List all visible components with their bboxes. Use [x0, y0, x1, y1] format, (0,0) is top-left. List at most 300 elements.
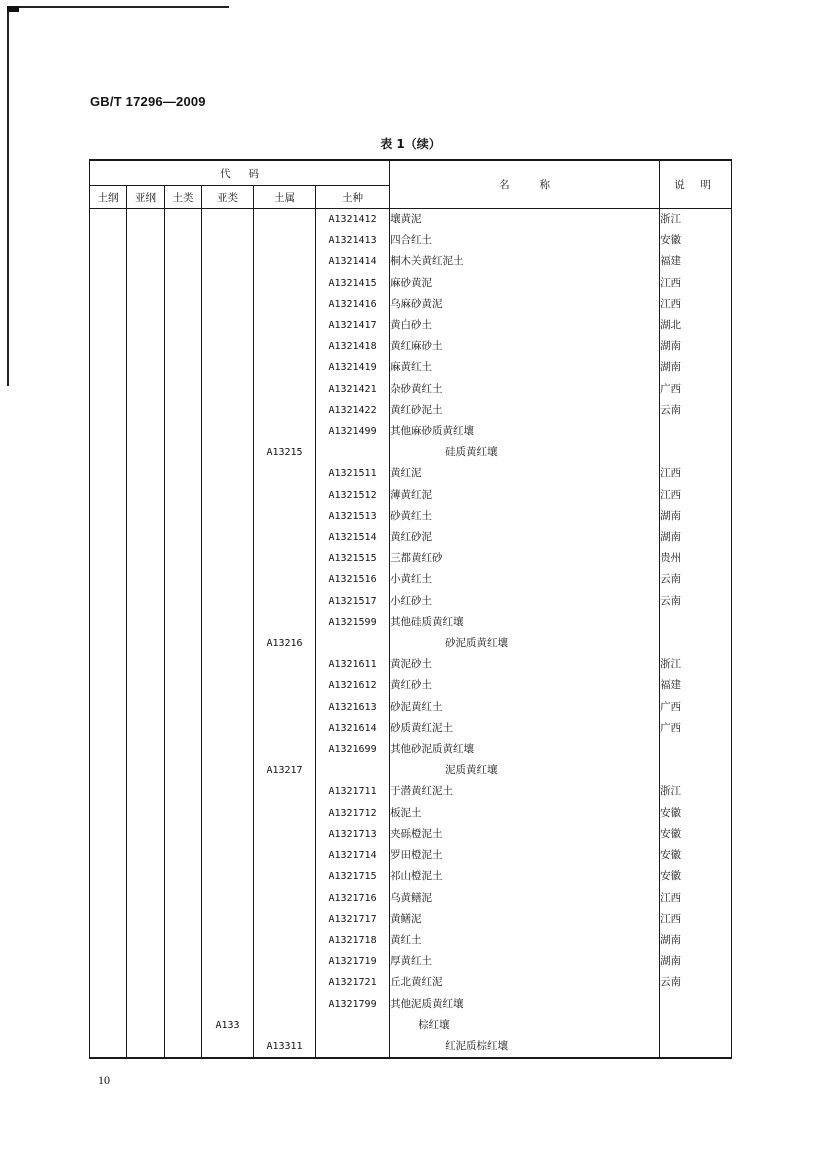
subclass-code-cell: [202, 463, 254, 484]
table-row: [90, 294, 732, 315]
group-cell: [165, 442, 202, 463]
suborder-cell: [127, 548, 165, 569]
genus-code-cell: [254, 654, 316, 675]
group-cell: [165, 739, 202, 760]
order-cell: [90, 591, 127, 612]
table-row: [90, 506, 732, 527]
table-row: [90, 591, 732, 612]
order-cell: [90, 803, 127, 824]
order-cell: [90, 294, 127, 315]
table-row: [90, 697, 732, 718]
subclass-code-cell: A133: [202, 1015, 254, 1036]
order-cell: [90, 569, 127, 590]
genus-code-cell: [254, 569, 316, 590]
note-cell: 福建: [660, 675, 732, 696]
table-row: [90, 951, 732, 972]
group-cell: [165, 654, 202, 675]
group-cell: [165, 633, 202, 654]
subclass-code-cell: [202, 866, 254, 887]
genus-code-cell: [254, 336, 316, 357]
soil-name-cell: 乌麻砂黄泥: [390, 294, 660, 315]
subclass-code-cell: [202, 739, 254, 760]
species-code-cell: A1321799: [316, 994, 390, 1015]
note-cell: 云南: [660, 972, 732, 993]
note-cell: 广西: [660, 379, 732, 400]
genus-code-cell: [254, 888, 316, 909]
genus-code-cell: [254, 230, 316, 251]
group-cell: [165, 251, 202, 272]
note-cell: 安徽: [660, 845, 732, 866]
soil-name-cell: 红泥质棕红壤: [390, 1036, 660, 1058]
genus-code-cell: [254, 485, 316, 506]
table-row: [90, 866, 732, 887]
genus-code-cell: [254, 612, 316, 633]
species-code-cell: A1321715: [316, 866, 390, 887]
subclass-code-cell: [202, 591, 254, 612]
suborder-cell: [127, 930, 165, 951]
suborder-cell: [127, 400, 165, 421]
group-cell: [165, 294, 202, 315]
group-cell: [165, 1015, 202, 1036]
species-code-cell: A1321714: [316, 845, 390, 866]
note-cell: 湖南: [660, 951, 732, 972]
subclass-code-cell: [202, 697, 254, 718]
group-cell: [165, 930, 202, 951]
scan-border-horizontal: [7, 6, 229, 8]
scan-border-vertical: [7, 6, 9, 386]
table-row: [90, 421, 732, 442]
genus-code-cell: [254, 463, 316, 484]
note-cell: [660, 442, 732, 463]
note-cell: 广西: [660, 718, 732, 739]
species-code-cell: A1321419: [316, 357, 390, 378]
suborder-cell: [127, 951, 165, 972]
suborder-cell: [127, 273, 165, 294]
suborder-cell: [127, 972, 165, 993]
species-code-cell: A1321415: [316, 273, 390, 294]
order-cell: [90, 1036, 127, 1058]
suborder-cell: [127, 357, 165, 378]
suborder-cell: [127, 294, 165, 315]
subclass-code-cell: [202, 760, 254, 781]
soil-name-cell: 黄鳝泥: [390, 909, 660, 930]
soil-name-cell: 小红砂土: [390, 591, 660, 612]
soil-name-cell: 砂泥黄红土: [390, 697, 660, 718]
soil-classification-table: [89, 159, 732, 1059]
order-cell: [90, 760, 127, 781]
order-cell: [90, 845, 127, 866]
genus-code-cell: [254, 209, 316, 231]
note-cell: [660, 421, 732, 442]
group-cell: [165, 951, 202, 972]
soil-name-cell: 薄黄红泥: [390, 485, 660, 506]
table-row: [90, 442, 732, 463]
order-cell: [90, 612, 127, 633]
suborder-cell: [127, 866, 165, 887]
subclass-code-cell: [202, 336, 254, 357]
group-cell: [165, 994, 202, 1015]
table-row: [90, 930, 732, 951]
standard-code-header: GB/T 17296—2009: [90, 94, 206, 109]
soil-name-cell: 厚黄红土: [390, 951, 660, 972]
soil-name-cell: 硅质黄红壤: [390, 442, 660, 463]
order-cell: [90, 273, 127, 294]
soil-name-cell: 泥质黄红壤: [390, 760, 660, 781]
table-row: [90, 1015, 732, 1036]
suborder-cell: [127, 845, 165, 866]
subclass-code-cell: [202, 506, 254, 527]
suborder-cell: [127, 315, 165, 336]
order-cell: [90, 315, 127, 336]
suborder-cell: [127, 781, 165, 802]
soil-name-cell: 祁山橙泥土: [390, 866, 660, 887]
genus-code-cell: [254, 294, 316, 315]
group-cell: [165, 697, 202, 718]
note-cell: 安徽: [660, 230, 732, 251]
column-header-suborder: 亚纲: [127, 186, 165, 209]
soil-name-cell: 其他砂泥质黄红壤: [390, 739, 660, 760]
species-code-cell: A1321712: [316, 803, 390, 824]
suborder-cell: [127, 527, 165, 548]
species-code-cell: A1321512: [316, 485, 390, 506]
note-cell: 江西: [660, 294, 732, 315]
suborder-cell: [127, 824, 165, 845]
note-cell: 安徽: [660, 803, 732, 824]
group-cell: [165, 315, 202, 336]
table-row: [90, 824, 732, 845]
soil-name-cell: 杂砂黄红土: [390, 379, 660, 400]
genus-code-cell: [254, 824, 316, 845]
group-cell: [165, 1036, 202, 1058]
suborder-cell: [127, 909, 165, 930]
species-code-cell: A1321719: [316, 951, 390, 972]
genus-code-cell: [254, 251, 316, 272]
soil-name-cell: 黄白砂土: [390, 315, 660, 336]
order-cell: [90, 421, 127, 442]
table-row: [90, 845, 732, 866]
species-code-cell: A1321513: [316, 506, 390, 527]
subclass-code-cell: [202, 972, 254, 993]
subclass-code-cell: [202, 315, 254, 336]
table-row: [90, 485, 732, 506]
subclass-code-cell: [202, 421, 254, 442]
order-cell: [90, 485, 127, 506]
order-cell: [90, 909, 127, 930]
genus-code-cell: [254, 591, 316, 612]
species-code-cell: [316, 1036, 390, 1058]
note-cell: 贵州: [660, 548, 732, 569]
soil-name-cell: 壤黄泥: [390, 209, 660, 231]
genus-code-cell: [254, 400, 316, 421]
genus-code-cell: [254, 718, 316, 739]
soil-name-cell: 砂质黄红泥土: [390, 718, 660, 739]
soil-name-cell: 黄泥砂土: [390, 654, 660, 675]
subclass-code-cell: [202, 1036, 254, 1058]
note-cell: 云南: [660, 400, 732, 421]
table-row: [90, 909, 732, 930]
table-row: [90, 463, 732, 484]
species-code-cell: A1321716: [316, 888, 390, 909]
order-cell: [90, 442, 127, 463]
group-cell: [165, 209, 202, 231]
subclass-code-cell: [202, 357, 254, 378]
group-cell: [165, 760, 202, 781]
group-cell: [165, 675, 202, 696]
group-cell: [165, 463, 202, 484]
species-code-cell: A1321721: [316, 972, 390, 993]
soil-name-cell: 桐木关黄红泥土: [390, 251, 660, 272]
species-code-cell: A1321421: [316, 379, 390, 400]
note-cell: 湖南: [660, 506, 732, 527]
genus-code-cell: [254, 994, 316, 1015]
species-code-cell: A1321422: [316, 400, 390, 421]
suborder-cell: [127, 506, 165, 527]
genus-code-cell: A13217: [254, 760, 316, 781]
group-cell: [165, 336, 202, 357]
column-header-genus: 土属: [254, 186, 316, 209]
soil-name-cell: 其他麻砂质黄红壤: [390, 421, 660, 442]
soil-name-cell: 麻砂黄泥: [390, 273, 660, 294]
species-code-cell: A1321614: [316, 718, 390, 739]
table-row: [90, 251, 732, 272]
suborder-cell: [127, 888, 165, 909]
subclass-code-cell: [202, 251, 254, 272]
species-code-cell: A1321699: [316, 739, 390, 760]
table-row: [90, 357, 732, 378]
table-row: [90, 209, 732, 231]
genus-code-cell: [254, 739, 316, 760]
order-cell: [90, 633, 127, 654]
species-code-cell: A1321611: [316, 654, 390, 675]
subclass-code-cell: [202, 230, 254, 251]
subclass-code-cell: [202, 824, 254, 845]
table-row: [90, 230, 732, 251]
order-cell: [90, 781, 127, 802]
genus-code-cell: [254, 357, 316, 378]
soil-name-cell: 三都黄红砂: [390, 548, 660, 569]
table-row: [90, 612, 732, 633]
order-cell: [90, 675, 127, 696]
soil-name-cell: 砂黄红土: [390, 506, 660, 527]
table-row: [90, 994, 732, 1015]
species-code-cell: [316, 633, 390, 654]
species-code-cell: A1321517: [316, 591, 390, 612]
column-header-species: 土种: [316, 186, 390, 209]
group-cell: [165, 527, 202, 548]
note-column-header: 说明: [660, 160, 732, 209]
column-header-group: 土类: [165, 186, 202, 209]
table-row: [90, 888, 732, 909]
group-cell: [165, 824, 202, 845]
order-cell: [90, 379, 127, 400]
group-cell: [165, 400, 202, 421]
order-cell: [90, 230, 127, 251]
suborder-cell: [127, 1015, 165, 1036]
order-cell: [90, 1015, 127, 1036]
subclass-code-cell: [202, 442, 254, 463]
subclass-code-cell: [202, 273, 254, 294]
genus-code-cell: A13215: [254, 442, 316, 463]
genus-code-cell: [254, 697, 316, 718]
group-cell: [165, 866, 202, 887]
suborder-cell: [127, 718, 165, 739]
species-code-cell: A1321711: [316, 781, 390, 802]
subclass-code-cell: [202, 781, 254, 802]
note-cell: 江西: [660, 485, 732, 506]
subclass-code-cell: [202, 845, 254, 866]
group-cell: [165, 548, 202, 569]
genus-code-cell: [254, 909, 316, 930]
genus-code-cell: [254, 930, 316, 951]
group-cell: [165, 485, 202, 506]
genus-code-cell: [254, 315, 316, 336]
order-cell: [90, 251, 127, 272]
species-code-cell: [316, 760, 390, 781]
suborder-cell: [127, 697, 165, 718]
suborder-cell: [127, 612, 165, 633]
group-cell: [165, 803, 202, 824]
note-cell: [660, 633, 732, 654]
subclass-code-cell: [202, 569, 254, 590]
genus-code-cell: [254, 866, 316, 887]
suborder-cell: [127, 442, 165, 463]
table-row: [90, 654, 732, 675]
table-row: [90, 739, 732, 760]
genus-code-cell: [254, 421, 316, 442]
note-cell: [660, 1036, 732, 1058]
subclass-code-cell: [202, 633, 254, 654]
species-code-cell: A1321413: [316, 230, 390, 251]
column-header-subgroup: 亚类: [202, 186, 254, 209]
soil-name-cell: 黄红砂泥: [390, 527, 660, 548]
table-row: [90, 781, 732, 802]
soil-name-cell: 四合红土: [390, 230, 660, 251]
order-cell: [90, 951, 127, 972]
table-row: [90, 633, 732, 654]
suborder-cell: [127, 803, 165, 824]
soil-name-cell: 黄红砂泥土: [390, 400, 660, 421]
species-code-cell: A1321612: [316, 675, 390, 696]
column-header-order: 土纲: [90, 186, 127, 209]
species-code-cell: A1321499: [316, 421, 390, 442]
subclass-code-cell: [202, 527, 254, 548]
suborder-cell: [127, 675, 165, 696]
subclass-code-cell: [202, 888, 254, 909]
genus-code-cell: [254, 781, 316, 802]
order-cell: [90, 888, 127, 909]
order-cell: [90, 718, 127, 739]
table-row: [90, 760, 732, 781]
note-cell: 浙江: [660, 654, 732, 675]
note-cell: 广西: [660, 697, 732, 718]
order-cell: [90, 357, 127, 378]
note-cell: [660, 739, 732, 760]
order-cell: [90, 527, 127, 548]
group-cell: [165, 230, 202, 251]
species-code-cell: A1321718: [316, 930, 390, 951]
order-cell: [90, 336, 127, 357]
note-cell: 云南: [660, 569, 732, 590]
genus-code-cell: [254, 803, 316, 824]
soil-name-cell: 棕红壤: [390, 1015, 660, 1036]
soil-name-cell: 黄红砂土: [390, 675, 660, 696]
note-cell: 湖南: [660, 527, 732, 548]
table-title: 表 1（续）: [380, 137, 441, 151]
page-number: 10: [98, 1073, 110, 1087]
suborder-cell: [127, 421, 165, 442]
note-cell: 安徽: [660, 824, 732, 845]
note-cell: [660, 612, 732, 633]
suborder-cell: [127, 463, 165, 484]
suborder-cell: [127, 994, 165, 1015]
suborder-cell: [127, 569, 165, 590]
genus-code-cell: [254, 675, 316, 696]
soil-name-cell: 其他泥质黄红壤: [390, 994, 660, 1015]
subclass-code-cell: [202, 930, 254, 951]
note-cell: [660, 760, 732, 781]
soil-name-cell: 板泥土: [390, 803, 660, 824]
suborder-cell: [127, 591, 165, 612]
soil-name-cell: 黄红土: [390, 930, 660, 951]
species-code-cell: A1321414: [316, 251, 390, 272]
note-cell: 江西: [660, 463, 732, 484]
order-cell: [90, 209, 127, 231]
suborder-cell: [127, 251, 165, 272]
order-cell: [90, 463, 127, 484]
subclass-code-cell: [202, 548, 254, 569]
table-row: [90, 273, 732, 294]
order-cell: [90, 930, 127, 951]
group-cell: [165, 421, 202, 442]
soil-name-cell: 乌黄鳝泥: [390, 888, 660, 909]
subclass-code-cell: [202, 209, 254, 231]
suborder-cell: [127, 209, 165, 231]
order-cell: [90, 697, 127, 718]
soil-name-cell: 黄红泥: [390, 463, 660, 484]
species-code-cell: A1321412: [316, 209, 390, 231]
group-cell: [165, 781, 202, 802]
table-row: [90, 1036, 732, 1058]
note-cell: 湖南: [660, 357, 732, 378]
soil-name-cell: 黄红麻砂土: [390, 336, 660, 357]
species-code-cell: A1321516: [316, 569, 390, 590]
species-code-cell: A1321511: [316, 463, 390, 484]
species-code-cell: A1321515: [316, 548, 390, 569]
soil-name-cell: 夹砾橙泥土: [390, 824, 660, 845]
suborder-cell: [127, 485, 165, 506]
subclass-code-cell: [202, 485, 254, 506]
note-cell: [660, 1015, 732, 1036]
order-cell: [90, 824, 127, 845]
suborder-cell: [127, 633, 165, 654]
suborder-cell: [127, 654, 165, 675]
note-cell: 江西: [660, 273, 732, 294]
species-code-cell: A1321613: [316, 697, 390, 718]
species-code-cell: [316, 1015, 390, 1036]
subclass-code-cell: [202, 909, 254, 930]
suborder-cell: [127, 379, 165, 400]
genus-code-cell: [254, 527, 316, 548]
suborder-cell: [127, 739, 165, 760]
subclass-code-cell: [202, 951, 254, 972]
note-cell: 江西: [660, 909, 732, 930]
group-cell: [165, 506, 202, 527]
soil-name-cell: 小黄红土: [390, 569, 660, 590]
genus-code-cell: A13216: [254, 633, 316, 654]
species-code-cell: A1321713: [316, 824, 390, 845]
table-row: [90, 315, 732, 336]
group-cell: [165, 357, 202, 378]
